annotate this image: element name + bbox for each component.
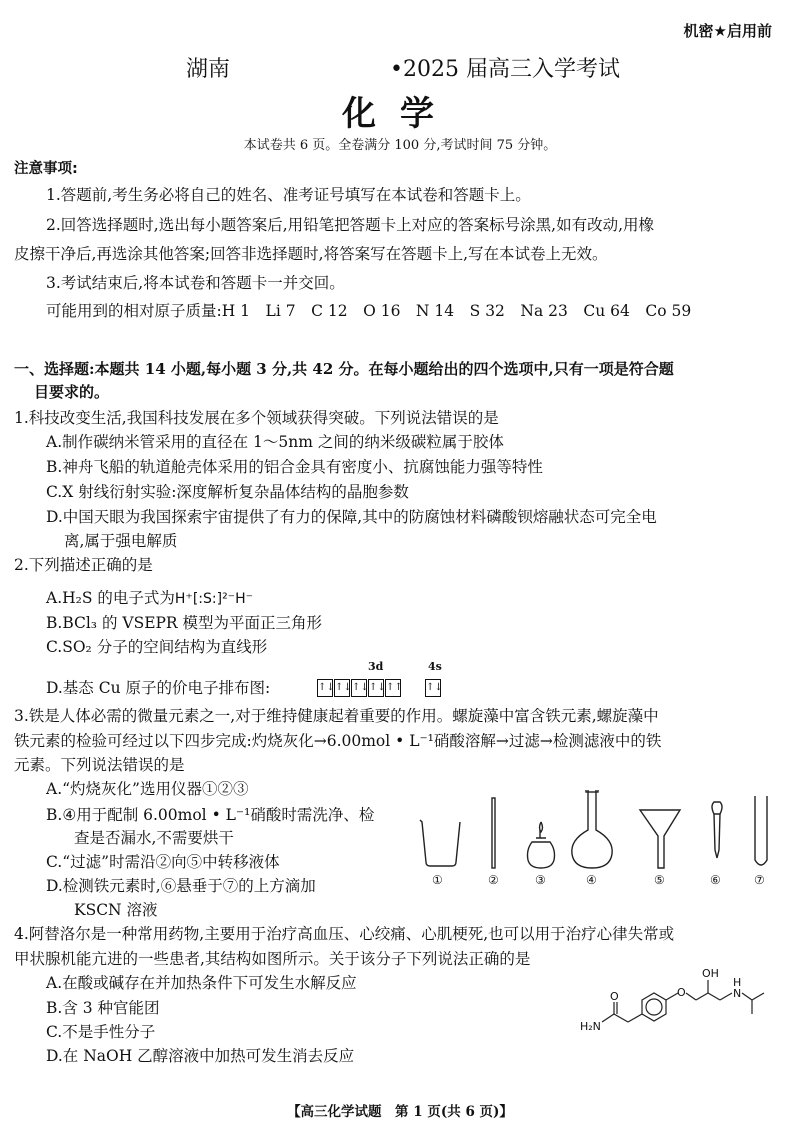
q4-option-c: C.不是手性分子	[46, 1023, 156, 1041]
notice-item-2: 2.回答选择题时,选出每小题答案后,用铅笔把答题卡上对应的答案标号涂黑,如有改动,用橡	[46, 216, 654, 234]
q2-option-b: B.BCl₃ 的 VSEPR 模型为平面正三角形	[46, 614, 323, 632]
q3-option-b: B.④用于配制 6.00mol • L⁻¹硝酸时需洗净、检	[46, 806, 375, 824]
structure-atom-o: O	[610, 990, 619, 1003]
orbital-box: ↑↓	[317, 679, 333, 697]
q1-option-d: D.中国天眼为我国探索宇宙提供了有力的保障,其中的防腐蚀材料磷酸钡熔融状态可完全电	[46, 508, 657, 526]
notice-item-2-cont: 皮擦干净后,再选涂其他答案;回答非选择题时,将答案写在答题卡上,写在本试卷上无效。	[14, 245, 608, 263]
q3-option-d: D.检测铁元素时,⑥悬垂于⑦的上方滴加	[46, 877, 316, 895]
q3-option-c: C.“过滤”时需沿②向⑤中转移液体	[46, 853, 280, 871]
glass-rod-icon	[492, 798, 495, 868]
q3-stem-cont2: 元素。下列说法错误的是	[14, 756, 185, 774]
q4-option-d: D.在 NaOH 乙醇溶液中加热可发生消去反应	[46, 1047, 355, 1065]
exam-region: 湖南	[186, 57, 231, 82]
orbital-box: ↑↓	[351, 679, 367, 697]
q1-option-c: C.X 射线衍射实验:深度解析复杂晶体结构的晶胞参数	[46, 483, 409, 501]
structure-atom-oh: OH	[702, 967, 719, 980]
q2-option-d: D.基态 Cu 原子的价电子排布图:	[46, 679, 271, 697]
atomic-masses: 可能用到的相对原子质量:H 1 Li 7 C 12 O 16 N 14 S 32 Na 23 Cu 64 Co 59	[46, 302, 692, 320]
q3-option-b-cont: 查是否漏水,不需要烘干	[74, 829, 234, 847]
orbital-diagram-4s	[425, 677, 442, 697]
q1-option-d-cont: 离,属于强电解质	[64, 532, 178, 550]
apparatus-label: ⑦	[754, 873, 765, 887]
q3-option-d-cont: KSCN 溶液	[74, 901, 158, 919]
q4-stem-cont: 甲状腺机能亢进的一些患者,其结构如图所示。关于该分子下列说法正确的是	[14, 950, 531, 968]
funnel-icon	[640, 810, 680, 868]
section-heading: 一、选择题:本题共 14 小题,每小题 3 分,共 42 分。在每小题给出的四个选项中,只有一项是符合题	[14, 360, 674, 378]
q4-stem: 4.阿替洛尔是一种常用药物,主要用于治疗高血压、心绞痛、心肌梗死,也可以用于治疗心律失常或	[14, 925, 675, 943]
h2s-electron-formula: H⁺[:S:]²⁻H⁻	[174, 591, 253, 607]
test-tube-icon	[755, 796, 767, 865]
q3-option-a: A.“灼烧灰化”选用仪器①②③	[46, 780, 249, 798]
exam-info: 本试卷共 6 页。全卷满分 100 分,考试时间 75 分钟。	[243, 138, 557, 153]
q4-option-a: A.在酸或碱存在并加热条件下可发生水解反应	[46, 974, 357, 992]
atenolol-structure	[570, 960, 780, 1050]
q2-stem: 2.下列描述正确的是	[14, 556, 153, 574]
exam-title: •2025 届高三入学考试	[390, 57, 620, 82]
apparatus-label: ②	[488, 873, 499, 887]
subject-title: 化学	[342, 94, 458, 134]
apparatus-label: ①	[432, 873, 443, 887]
apparatus-label: ⑤	[654, 873, 665, 887]
structure-atom-o: O	[677, 986, 686, 999]
beaker-icon	[420, 820, 460, 866]
q2-option-c: C.SO₂ 分子的空间结构为直线形	[46, 638, 268, 656]
q3-stem-cont: 铁元素的检验可经过以下四步完成:灼烧灰化→6.00mol • L⁻¹硝酸溶解→过滤→检测滤液中的铁	[14, 732, 662, 750]
apparatus-label: ③	[535, 873, 546, 887]
orbital-label-4s: 4s	[428, 660, 442, 673]
q2-option-a-text: A.H₂S 的电子式为	[46, 589, 175, 607]
orbital-diagram-3d	[317, 677, 402, 697]
notice-heading: 注意事项:	[14, 161, 78, 177]
structure-atom-n: N	[733, 987, 742, 1000]
q4-option-b: B.含 3 种官能团	[46, 999, 160, 1017]
orbital-box: ↑↑	[385, 679, 401, 697]
apparatus-label: ④	[586, 873, 597, 887]
orbital-box: ↑↓	[334, 679, 350, 697]
confidential-mark: 机密★启用前	[683, 22, 772, 40]
apparatus-figure	[410, 790, 780, 890]
notice-item-3: 3.考试结束后,将本试卷和答题卡一并交回。	[46, 274, 345, 292]
orbital-box: ↑↓	[425, 679, 441, 697]
orbital-label-3d: 3d	[368, 660, 384, 673]
q1-option-a: A.制作碳纳米管采用的直径在 1～5nm 之间的纳米级碳粒属于胶体	[46, 433, 504, 451]
q3-stem: 3.铁是人体必需的微量元素之一,对于维持健康起着重要的作用。螺旋藻中富含铁元素,螺旋藻中	[14, 707, 659, 725]
structure-atom-h2n: H₂N	[580, 1020, 601, 1033]
q1-option-b: B.神舟飞船的轨道舱壳体采用的铝合金具有密度小、抗腐蚀能力强等特性	[46, 458, 543, 476]
apparatus-label: ⑥	[710, 873, 721, 887]
orbital-box: ↑↓	[368, 679, 384, 697]
page-footer: 【高三化学试题 第 1 页(共 6 页)】	[287, 1104, 513, 1120]
dropper-icon	[712, 802, 722, 858]
notice-item-1: 1.答题前,考生务必将自己的姓名、准考证号填写在本试卷和答题卡上。	[46, 186, 531, 204]
q2-option-a	[46, 587, 253, 610]
structure-atom-h: H	[733, 976, 742, 989]
volumetric-flask-icon	[572, 790, 612, 868]
q1-stem: 1.科技改变生活,我国科技发展在多个领域获得突破。下列说法错误的是	[14, 409, 499, 427]
alcohol-lamp-icon	[528, 830, 555, 868]
section-heading-cont: 目要求的。	[34, 383, 110, 401]
